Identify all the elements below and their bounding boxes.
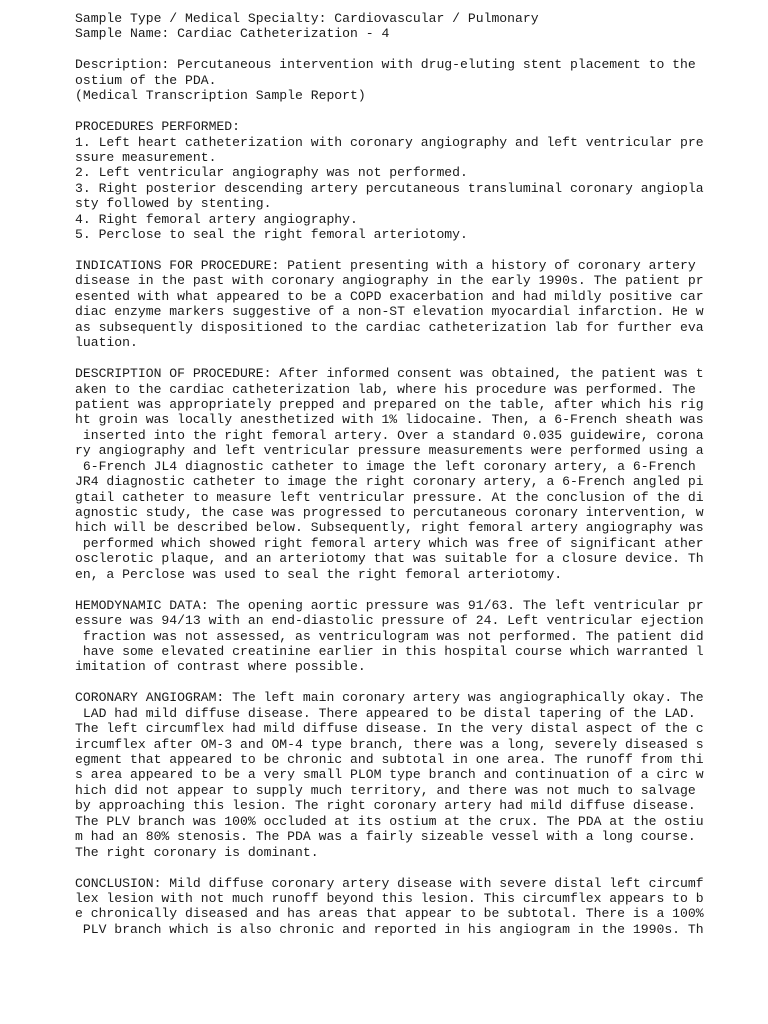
section-procedures-performed <box>75 119 745 243</box>
text-line: ircumflex after OM-3 and OM-4 type branch, there was a long, severely diseased s <box>75 736 704 752</box>
text-line: Description: Percutaneous intervention with drug-eluting stent placement to the <box>75 57 696 73</box>
text-line: imitation of contrast where possible. <box>75 659 366 675</box>
section-coronary-angiogram <box>75 690 745 860</box>
text-line: s area appeared to be a very small PLOM type branch and continuation of a circ w <box>75 767 704 783</box>
text-line: ry angiography and left ventricular pressure measurements were performed using a <box>75 443 704 459</box>
text-line: 4. Right femoral artery angiography. <box>75 211 358 227</box>
text-line: (Medical Transcription Sample Report) <box>75 88 366 104</box>
text-line: LAD had mild diffuse disease. There appeared to be distal tapering of the LAD. <box>75 705 696 721</box>
text-line: PLV branch which is also chronic and reported in his angiogram in the 1990s. Th <box>75 921 704 937</box>
text-line: Sample Type / Medical Specialty: Cardiovascular / Pulmonary <box>75 11 539 26</box>
text-line: 6-French JL4 diagnostic catheter to image the left coronary artery, a 6-French <box>75 458 696 474</box>
text-line: ssure measurement. <box>75 149 217 165</box>
text-line: The right coronary is dominant. <box>75 844 319 860</box>
section-hemodynamic-data <box>75 598 745 675</box>
text-line: INDICATIONS FOR PROCEDURE: Patient presenting with a history of coronary artery <box>75 258 696 273</box>
text-line: PROCEDURES PERFORMED: <box>75 119 241 135</box>
text-line: performed which showed right femoral artery which was free of significant ather <box>75 535 704 551</box>
text-line: luation. <box>75 335 138 351</box>
text-line: CORONARY ANGIOGRAM: The left main coronary artery was angiographically okay. The <box>75 690 704 706</box>
text-line: inserted into the right femoral artery. Over a standard 0.035 guidewire, corona <box>75 427 704 443</box>
text-line: as subsequently dispositioned to the cardiac catheterization lab for further eva <box>75 319 704 335</box>
text-line: esented with what appeared to be a COPD exacerbation and had mildly positive car <box>75 288 704 304</box>
text-line: sty followed by stenting. <box>75 196 272 212</box>
text-line: hich did not appear to supply much territory, and there was not much to salvage <box>75 782 696 798</box>
text-line: essure was 94/13 with an end-diastolic pressure of 24. Left ventricular ejection <box>75 613 704 629</box>
text-line: ostium of the PDA. <box>75 72 217 88</box>
section-conclusion <box>75 876 745 938</box>
document-page <box>75 11 745 953</box>
text-line: m had an 80% stenosis. The PDA was a fairly sizeable vessel with a long course. <box>75 829 696 845</box>
text-line: HEMODYNAMIC DATA: The opening aortic pressure was 91/63. The left ventricular pr <box>75 597 704 613</box>
text-line: osclerotic plaque, and an arteriotomy that was suitable for a closure device. Th <box>75 551 704 567</box>
text-line: The PLV branch was 100% occluded at its ostium at the crux. The PDA at the ostiu <box>75 813 704 829</box>
text-line: 5. Perclose to seal the right femoral arteriotomy. <box>75 227 468 243</box>
text-line: gtail catheter to measure left ventricular pressure. At the conclusion of the di <box>75 489 704 505</box>
text-line: by approaching this lesion. The right coronary artery had mild diffuse disease. <box>75 798 696 814</box>
text-line: 2. Left ventricular angiography was not performed. <box>75 165 468 181</box>
text-line: Sample Name: Cardiac Catheterization - 4 <box>75 26 390 42</box>
text-line: patient was appropriately prepped and prepared on the table, after which his rig <box>75 396 704 412</box>
text-line: DESCRIPTION OF PROCEDURE: After informed consent was obtained, the patient was t <box>75 366 704 382</box>
text-line: ht groin was locally anesthetized with 1% lidocaine. Then, a 6-French sheath was <box>75 412 704 428</box>
section-indications <box>75 258 745 351</box>
text-line: CONCLUSION: Mild diffuse coronary artery disease with severe distal left circumf <box>75 875 704 891</box>
text-line: have some elevated creatinine earlier in this hospital course which warranted l <box>75 643 704 659</box>
text-line: disease in the past with coronary angiography in the early 1990s. The patient pr <box>75 273 704 289</box>
text-line: diac enzyme markers suggestive of a non-ST elevation myocardial infarction. He w <box>75 304 704 320</box>
section-description-of-procedure <box>75 366 745 582</box>
section-description <box>75 57 745 103</box>
text-line: fraction was not assessed, as ventriculogram was not performed. The patient did <box>75 628 704 644</box>
text-line: e chronically diseased and has areas that appear to be subtotal. There is a 100% <box>75 906 704 922</box>
text-line: en, a Perclose was used to seal the right femoral arteriotomy. <box>75 566 563 582</box>
text-line: JR4 diagnostic catheter to image the right coronary artery, a 6-French angled pi <box>75 474 704 490</box>
text-line: aken to the cardiac catheterization lab, where his procedure was performed. The <box>75 381 696 397</box>
text-line: egment that appeared to be chronic and subtotal in one area. The runoff from thi <box>75 752 704 767</box>
text-line: agnostic study, the case was progressed to percutaneous coronary intervention, w <box>75 505 704 520</box>
text-line: The left circumflex had mild diffuse disease. In the very distal aspect of the c <box>75 721 704 737</box>
text-line: 1. Left heart catheterization with coronary angiography and left ventricular pre <box>75 134 704 150</box>
text-line: 3. Right posterior descending artery percutaneous transluminal coronary angiopla <box>75 180 704 196</box>
section-header <box>75 11 745 42</box>
text-line: lex lesion with not much runoff beyond this lesion. This circumflex appears to b <box>75 890 704 906</box>
text-line: hich will be described below. Subsequently, right femoral artery angiography was <box>75 520 704 536</box>
